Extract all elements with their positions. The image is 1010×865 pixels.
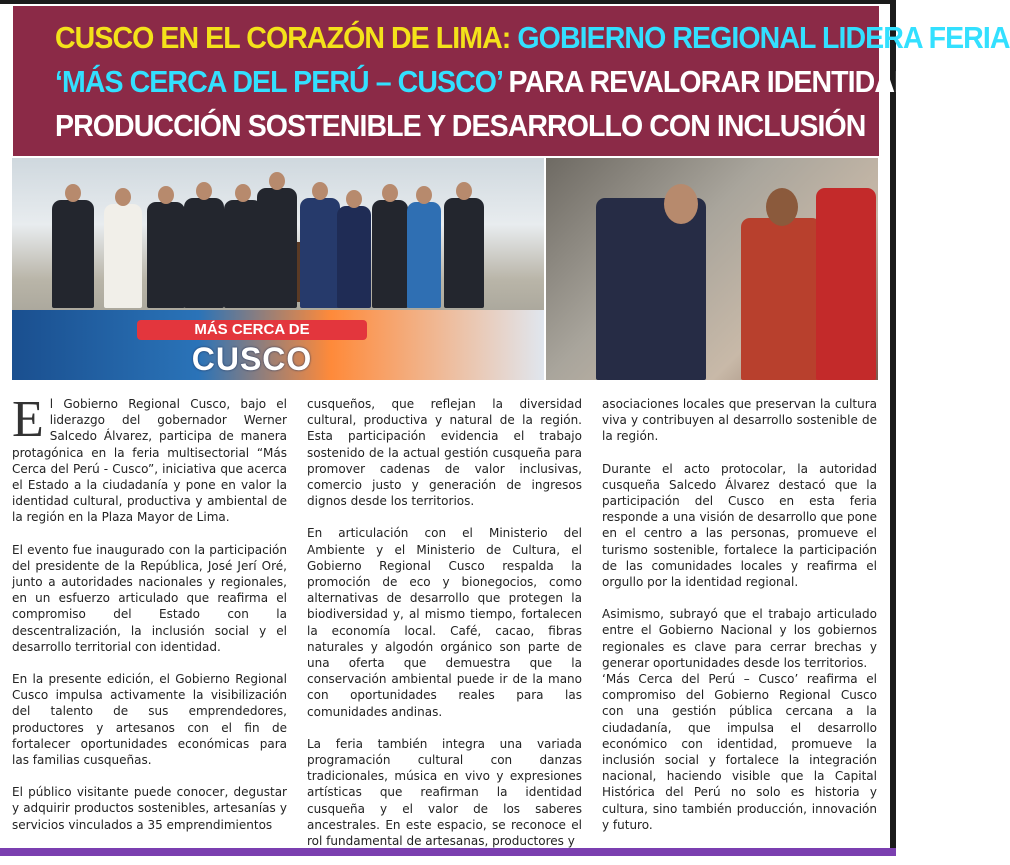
person-figure (816, 188, 876, 380)
person-figure (147, 202, 185, 308)
paragraph: asociaciones locales que preservan la cultura viva y contribuyen al desarrollo sostenible de la región. (602, 397, 877, 444)
person-head (312, 182, 328, 200)
paragraph: El público visitante puede conocer, degustar y adquirir productos sostenibles, artesanías y servicios vinculados a 35 emprendimientos (12, 785, 287, 832)
person-head (115, 188, 131, 206)
person-head (766, 188, 798, 226)
paragraph: En articulación con el Ministerio del Ambiente y el Ministerio de Cultura, el Gobierno Regional Cusco respalda la promoción de eco y bionegocios, como alternativas de desarrollo que protegen la biodiversidad y, al mismo tiempo, fortalecen la economía local. Café, cacao, fibras naturales y algodón orgánico son parte de una oferta que demuestra que la conservación ambiental puede ir de la mano con oportunidades reales para las comunidades andinas. (307, 526, 582, 719)
person-figure (741, 218, 821, 380)
person-figure (372, 200, 408, 308)
paragraph-text: l Gobierno Regional Cusco, bajo el liderazgo del gobernador Werner Salcedo Álvarez, participa de manera protagónica en la feria multisectorial “Más Cerca del Perú - Cusco”, iniciativa que acerca el Estado a la ciudadanía y pone en valor la identidad cultural, productiva y ambiental de la región en la Plaza Mayor de Lima. (12, 397, 287, 525)
person-head (235, 184, 251, 202)
paragraph: cusqueños, que reflejan la diversidad cultural, productiva y natural de la región. Esta participación evidencia el trabajo sostenido de la actual gestión cusqueña para promover cadenas de valor inclusivas, comercio justo y generación de ingresos dignos desde los territorios. (307, 397, 582, 509)
feria-banner-text (137, 320, 367, 378)
headline-feria-name: ‘MÁS CERCA DEL PERÚ – CUSCO’ (55, 64, 502, 99)
photo-collage (12, 158, 878, 380)
drop-cap: E (12, 391, 44, 448)
paragraph: ‘Más Cerca del Perú – Cusco’ reafirma el compromiso del Gobierno Regional Cusco con una gestión pública cercana a la ciudadanía, que impulsa el desarrollo económico con identidad, promueve la inclusión social y fortalece la integración nacional, haciendo visible que la Capital Histórica del Perú no solo es historia y cultura, sino también producción, innovación y futuro. (602, 672, 877, 832)
headline-line-2 (55, 60, 921, 104)
paragraph (12, 391, 287, 526)
person-head (196, 182, 212, 200)
footer-bar (0, 848, 896, 856)
person-head (158, 186, 174, 204)
person-head (346, 190, 362, 208)
person-head (382, 184, 398, 202)
person-head (416, 186, 432, 204)
paragraph: En la presente edición, el Gobierno Regional Cusco impulsa activamente la visibilización del talento de sus emprendedores, productores y artesanos con el fin de fortalecer oportunidades económicas para las familias cusqueñas. (12, 672, 287, 768)
person-figure (407, 202, 441, 308)
top-border (0, 0, 896, 4)
person-figure (444, 198, 484, 308)
article-column-1 (12, 391, 287, 849)
paragraph: La feria también integra una variada programación cultural con danzas tradicionales, música en vivo y expresiones artísticas que reafirman la identidad cusqueña y el valor de los saberes ancestrales. En este espacio, se reconoce el rol fundamental de artesanas, productores y (307, 736, 582, 849)
person-figure (104, 204, 142, 308)
person-figure (257, 188, 297, 308)
article-column-2 (307, 396, 582, 865)
person-head (664, 184, 698, 224)
person-figure (337, 206, 371, 308)
article-column-3 (602, 396, 877, 849)
headline-line-1 (55, 16, 1010, 60)
person-head (269, 172, 285, 190)
person-head (65, 184, 81, 202)
headline-banner (13, 6, 1010, 156)
person-figure (300, 198, 340, 308)
right-border (890, 0, 896, 856)
person-head (456, 182, 472, 200)
banner-line-1: MÁS CERCA DE (137, 320, 367, 340)
headline-yellow-text: CUSCO EN EL CORAZÓN DE LIMA: (55, 20, 511, 55)
paragraph: Durante el acto protocolar, la autoridad cusqueña Salcedo Álvarez destacó que la participación del Cusco en esta feria responde a una visión de desarrollo que pone en el centro a las personas, promueve el turismo sostenible, fortalece la participación de las comunidades locales y reafirma el orgullo por la identidad regional. (602, 461, 877, 590)
person-figure (52, 200, 94, 308)
person-figure (596, 198, 706, 380)
ceremony-photo (546, 158, 878, 380)
headline-white-text: PARA REVALORAR IDENTIDAD, (508, 64, 921, 99)
paragraph: El evento fue inaugurado con la participación del presidente de la República, José Jerí Oré, junto a autoridades nacionales y regionales, en un esfuerzo articulado que reafirma el compromiso del Estado con la descentralización, la inclusión social y el desarrollo territorial con identidad. (12, 542, 287, 654)
paragraph: Asimismo, subrayó que el trabajo articulado entre el Gobierno Nacional y los gobiernos regionales es clave para cerrar brechas y generar oportunidades desde los territorios. (602, 607, 877, 670)
headline-cyan-text: GOBIERNO REGIONAL LIDERA FERIA (517, 20, 1010, 55)
headline-line-3: PRODUCCIÓN SOSTENIBLE Y DESARROLLO CON INCLUSIÓN (55, 108, 866, 143)
banner-line-2: CUSCO (191, 341, 313, 377)
person-figure (184, 198, 224, 308)
inauguration-photo (12, 158, 544, 380)
